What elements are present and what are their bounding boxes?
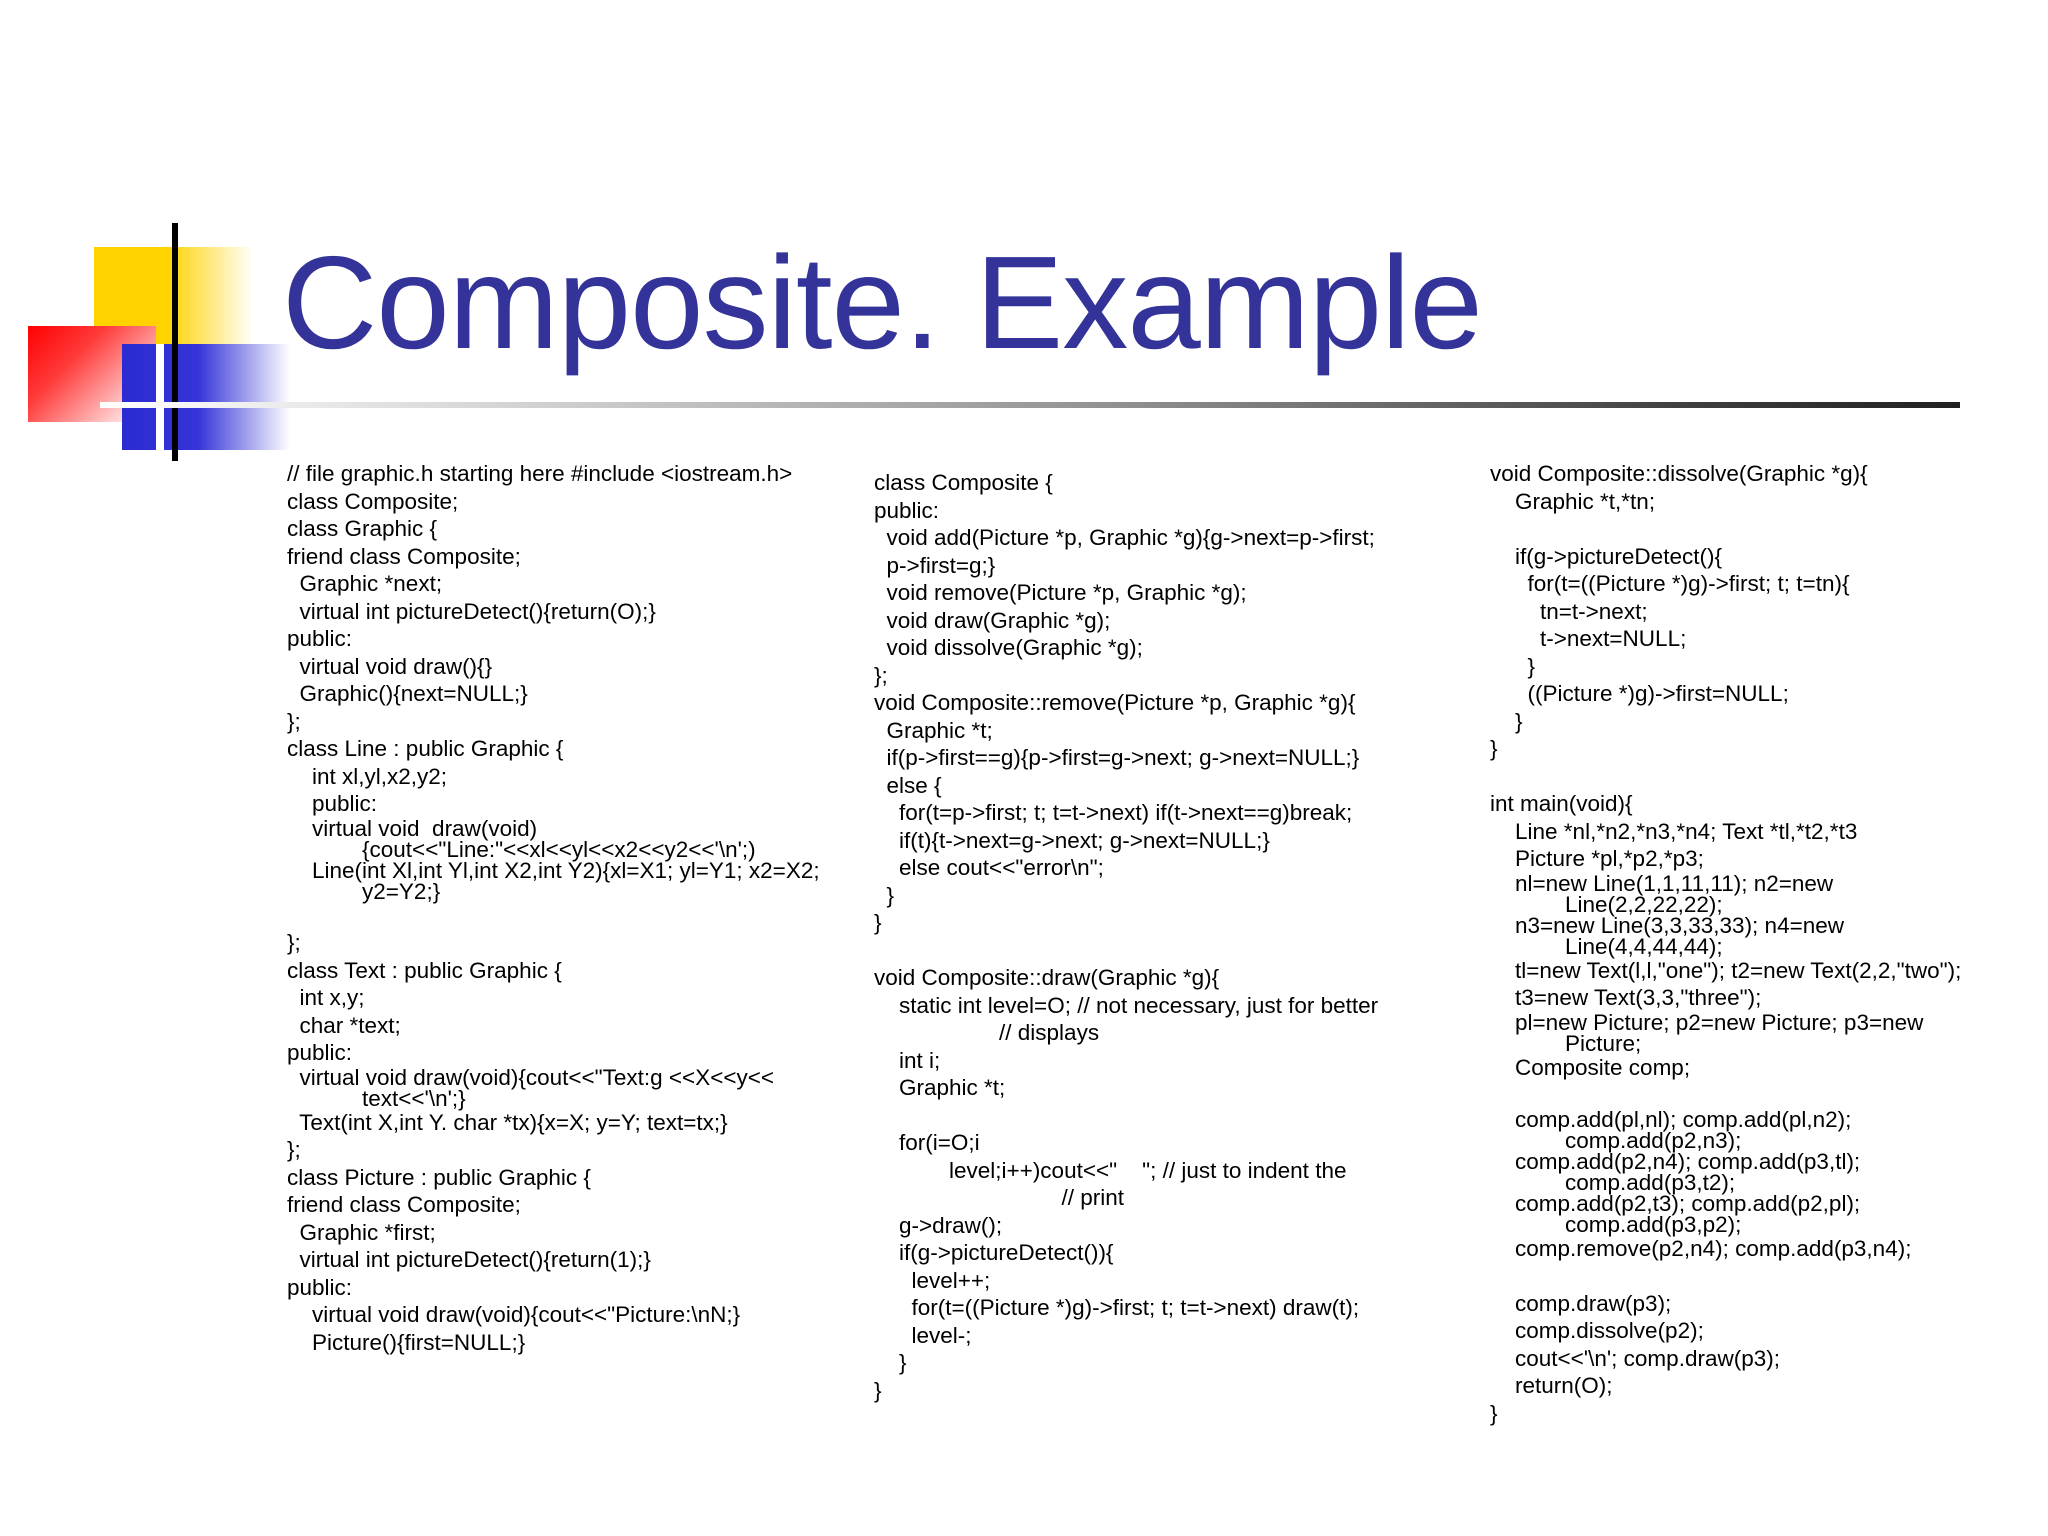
code-line: void Composite::draw(Graphic *g){ [874, 965, 1220, 990]
code-line: void Composite::remove(Picture *p, Graphic *g){ [874, 690, 1356, 715]
code-line: comp.add(p2,n4); comp.add(p3,tl); [1490, 1148, 1861, 1174]
code-line: y2=Y2;} [287, 878, 441, 904]
code-line: } [874, 882, 895, 908]
code-line: }; [287, 1137, 301, 1162]
code-line: class Picture : public Graphic { [287, 1164, 591, 1190]
code-column-left [287, 460, 867, 1356]
code-line: Graphic *t; [874, 1075, 1006, 1100]
code-line: n3=new Line(3,3,33,33); n4=new [1490, 912, 1845, 938]
code-line: Line(int Xl,int Yl,int X2,int Y2){xl=X1; yl=Y1; x2=X2; [287, 857, 820, 883]
code-line: // displays [874, 1020, 1100, 1045]
code-line: }; [287, 708, 301, 734]
code-line: if(g->pictureDetect(){ [1490, 543, 1722, 569]
code-line: Graphic *t; [874, 717, 993, 743]
code-line: public: [874, 497, 940, 523]
code-line: public: [287, 626, 353, 651]
code-line: } [1490, 708, 1523, 734]
code-line: return(O); [1490, 1373, 1613, 1398]
code-line: void dissolve(Graphic *g); [874, 635, 1143, 660]
code-line: int xl,yl,x2,y2; [287, 763, 448, 789]
code-line [874, 1102, 1474, 1130]
code-line: int i; [874, 1047, 941, 1073]
code-line: level++; [874, 1267, 991, 1293]
code-line: ((Picture *)g)->first=NULL; [1490, 681, 1789, 706]
code-line: else cout<<"error\n"; [874, 855, 1104, 880]
code-line: pl=new Picture; p2=new Picture; p3=new [1490, 1009, 1924, 1035]
code-line: } [874, 1377, 882, 1403]
code-line: level;i++)cout<<" "; // just to indent the [874, 1157, 1347, 1183]
code-line [1490, 763, 2030, 791]
code-line: if(t){t->next=g->next; g->next=NULL;} [874, 827, 1270, 853]
code-line: class Line : public Graphic { [287, 736, 564, 761]
code-column-middle [874, 469, 1474, 1404]
slide-title: Composite. Example [282, 229, 1482, 376]
code-line: void draw(Graphic *g); [874, 607, 1111, 633]
code-line: comp.add(p3,p2); [1490, 1211, 1742, 1237]
code-line: Picture *pl,*p2,*p3; [1490, 846, 1704, 871]
code-line: // print [874, 1185, 1125, 1210]
code-line: comp.draw(p3); [1490, 1290, 1672, 1316]
code-line: // file graphic.h starting here #include <iostream.h> [287, 461, 793, 486]
code-line: }; [874, 662, 888, 688]
code-line: static int level=O; // not necessary, just for better [874, 992, 1379, 1018]
code-line [874, 937, 1474, 965]
code-line: Text(int X,int Y. char *tx){x=X; y=Y; text=tx;} [287, 1109, 728, 1135]
code-line: for(t=((Picture *)g)->first; t; t=t->next) draw(t); [874, 1295, 1360, 1320]
code-line: int x,y; [287, 985, 365, 1010]
code-line: virtual void draw(void){cout<<"Text:g <<X<<y<< [287, 1064, 775, 1090]
code-line: if(p->first==g){p->first=g->next; g->next=NULL;} [874, 745, 1360, 770]
code-line: for(t=((Picture *)g)->first; t; t=tn){ [1490, 571, 1850, 596]
code-line [1490, 515, 2030, 543]
code-line [1490, 1081, 2030, 1109]
code-line: p->first=g;} [874, 552, 996, 578]
code-line: else { [874, 772, 942, 798]
code-line: t3=new Text(3,3,"three"); [1490, 985, 1762, 1010]
code-line: Graphic *first; [287, 1219, 436, 1245]
code-line: comp.add(p2,t3); comp.add(p2,pl); [1490, 1190, 1861, 1216]
code-line: Graphic *t,*tn; [1490, 488, 1656, 514]
code-line: char *text; [287, 1012, 401, 1038]
code-line: comp.remove(p2,n4); comp.add(p3,n4); [1490, 1235, 1912, 1261]
code-line: level-; [874, 1322, 972, 1348]
code-line: } [874, 1350, 907, 1375]
code-line: {cout<<"Line:"<<xl<<yl<<x2<<y2<<'\n';) [287, 836, 756, 862]
code-line: public: [287, 1274, 353, 1300]
code-line: comp.add(pl,nl); comp.add(pl,n2); [1490, 1106, 1852, 1132]
code-line: Picture; [1490, 1030, 1642, 1056]
code-line [1490, 1262, 2030, 1290]
code-line: for(i=O;i [874, 1130, 980, 1155]
code-line: t->next=NULL; [1490, 626, 1687, 651]
code-line: tn=t->next; [1490, 598, 1648, 624]
code-line: comp.dissolve(p2); [1490, 1318, 1704, 1343]
code-line: tl=new Text(l,l,"one"); t2=new Text(2,2,"two"); [1490, 957, 1962, 983]
code-line: class Composite; [287, 488, 459, 514]
logo-blue-square [122, 344, 290, 450]
code-line: Line(4,4,44,44); [1490, 933, 1723, 959]
code-line: Picture(){first=NULL;} [287, 1329, 526, 1355]
code-line: comp.add(p3,t2); [1490, 1169, 1736, 1195]
code-line: class Composite { [874, 470, 1053, 495]
code-line: } [1490, 653, 1536, 679]
code-line [287, 902, 867, 930]
logo-white-divider [156, 344, 164, 450]
code-line: } [1490, 736, 1498, 761]
code-line: nl=new Line(1,1,11,11); n2=new [1490, 870, 1834, 896]
code-line: } [1490, 1400, 1498, 1426]
code-line: Line(2,2,22,22); [1490, 891, 1723, 917]
code-line: Composite comp; [1490, 1054, 1691, 1080]
code-line: if(g->pictureDetect()){ [874, 1240, 1114, 1265]
title-underline-divider [100, 402, 1960, 408]
code-line: } [874, 910, 882, 935]
code-line: int main(void){ [1490, 791, 1633, 816]
code-line: virtual int pictureDetect(){return(1);} [287, 1247, 651, 1272]
code-line: comp.add(p2,n3); [1490, 1127, 1742, 1153]
code-line: class Graphic { [287, 516, 438, 541]
code-line: Line *nl,*n2,*n3,*n4; Text *tl,*t2,*t3 [1490, 818, 1858, 844]
code-column-right [1490, 460, 2030, 1427]
code-line: void Composite::dissolve(Graphic *g){ [1490, 461, 1868, 486]
code-line: virtual int pictureDetect(){return(O);} [287, 598, 656, 624]
code-line: Graphic(){next=NULL;} [287, 681, 528, 706]
code-line: text<<'\n';} [287, 1085, 466, 1111]
logo-vertical-line [172, 223, 178, 461]
code-line: class Text : public Graphic { [287, 957, 562, 983]
code-line: public: [287, 1040, 353, 1065]
code-line: public: [287, 791, 378, 816]
code-line: cout<<'\n'; comp.draw(p3); [1490, 1345, 1780, 1371]
code-line: Graphic *next; [287, 571, 443, 596]
code-line: virtual void draw(void) [287, 815, 538, 841]
code-line: virtual void draw(){} [287, 653, 493, 679]
code-line: void add(Picture *p, Graphic *g){g->next=p->first; [874, 525, 1375, 550]
code-line: friend class Composite; [287, 543, 521, 569]
code-line: }; [287, 930, 301, 955]
code-line: for(t=p->first; t; t=t->next) if(t->next==g)break; [874, 800, 1353, 825]
code-line: void remove(Picture *p, Graphic *g); [874, 580, 1247, 605]
code-line: friend class Composite; [287, 1192, 521, 1217]
code-line: virtual void draw(void){cout<<"Picture:\nN;} [287, 1302, 741, 1327]
code-line: g->draw(); [874, 1212, 1003, 1238]
